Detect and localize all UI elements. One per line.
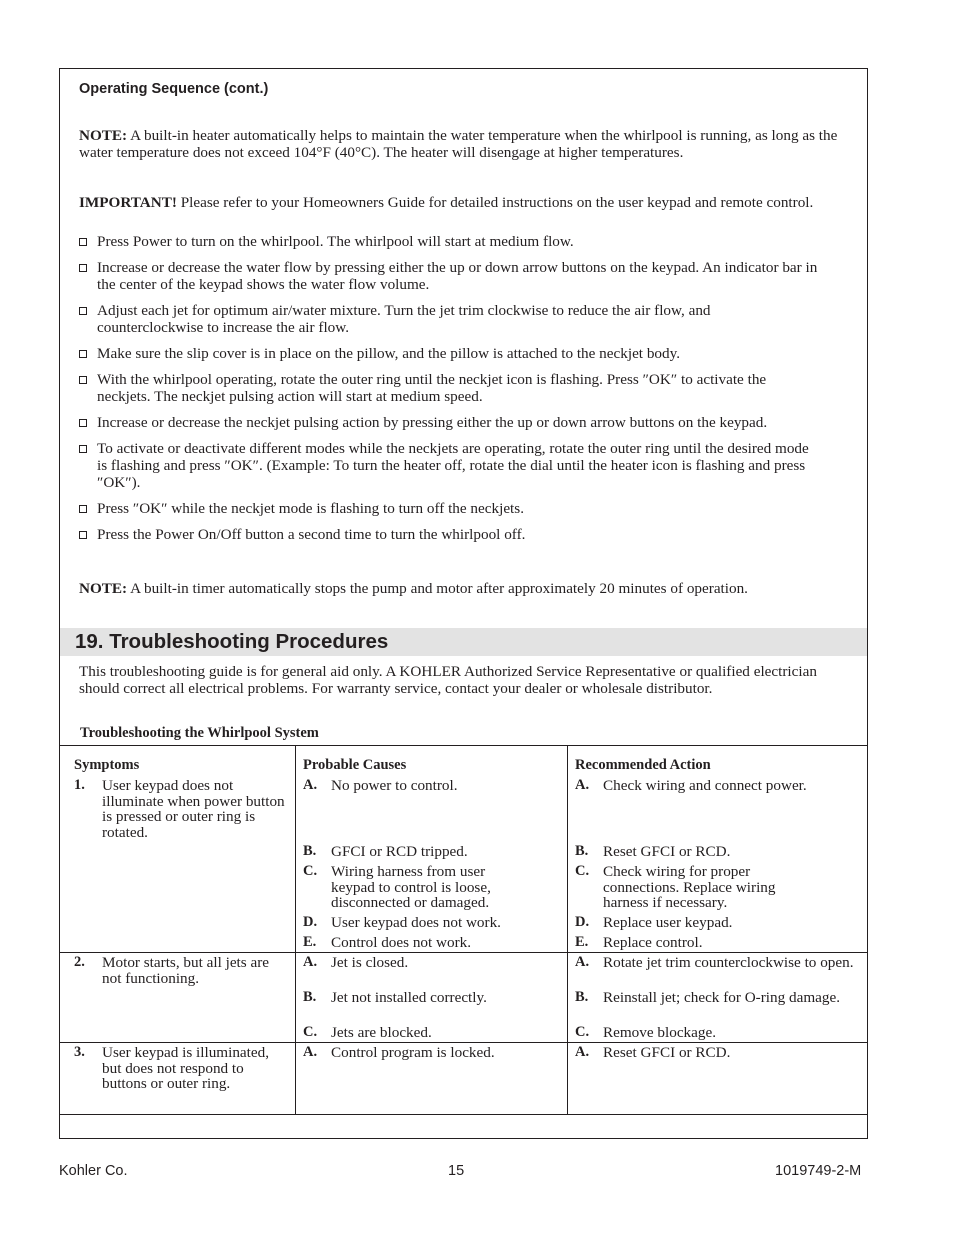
note-label: NOTE: (79, 580, 128, 597)
cause-3a: A. Control program is locked. (303, 1044, 495, 1061)
action-1d: D. Replace user keypad. (575, 914, 733, 931)
header-symptoms: Symptoms (74, 757, 140, 773)
list-item: Press the Power On/Off button a second time to turn the whirlpool off. (79, 526, 819, 543)
action-1a: A. Check wiring and connect power. (575, 777, 807, 794)
action-1e: E. Replace control. (575, 934, 703, 951)
checkbox-square-icon (79, 350, 87, 358)
checkbox-square-icon (79, 445, 87, 453)
footer-company: Kohler Co. (59, 1163, 128, 1179)
important-text: Please refer to your Homeowners Guide for detailed instructions on the user keypad and remote control. (176, 194, 814, 211)
list-item: Increase or decrease the water flow by pressing either the up or down arrow buttons on the keypad. An indicator bar in the center of the keypad shows the water flow volume. (79, 259, 819, 293)
page-frame (59, 68, 868, 1139)
checkbox-square-icon (79, 419, 87, 427)
important-note (79, 194, 839, 211)
section-header (60, 628, 867, 656)
footer-doc-number: 1019749-2-M (775, 1163, 862, 1179)
header-causes: Probable Causes (303, 757, 407, 773)
list-item: To activate or deactivate different modes while the neckjets are operating, rotate the outer ring until the desired mode is flashing and press ″OK″. (Example: To turn the heater off, rotate the dial until the heater icon is flashing and press ″OK″). (79, 440, 819, 491)
note-text: A built-in heater automatically helps to maintain the water temperature when the whirlpool is running, as long as the water temperature does not exceed 104°F (40°C). The heater will disengage at higher temperatures. (79, 127, 838, 161)
cause-1a: A. No power to control. (303, 777, 458, 794)
action-1b: B. Reset GFCI or RCD. (575, 843, 731, 860)
checkbox-square-icon (79, 376, 87, 384)
list-item: Press ″OK″ while the neckjet mode is flashing to turn off the neckjets. (79, 500, 819, 517)
cause-1e: E. Control does not work. (303, 934, 472, 951)
cause-1c: C. Wiring harness from user keypad to control is loose, disconnected or damaged. (303, 863, 491, 912)
cause-2b: B. Jet not installed correctly. (303, 989, 487, 1006)
checkbox-square-icon (79, 264, 87, 272)
checkbox-square-icon (79, 238, 87, 246)
cause-1b: B. GFCI or RCD tripped. (303, 843, 468, 860)
column-divider (567, 746, 568, 1114)
symptom-1: 1. User keypad does not illuminate when power button is pressed or outer ring is rotated. (74, 777, 285, 841)
table-title: Troubleshooting the Whirlpool System (80, 725, 319, 741)
list-item: Increase or decrease the neckjet pulsing action by pressing either the up or down arrow buttons on the keypad. (79, 414, 819, 431)
note-label: NOTE: (79, 127, 128, 144)
cause-2c: C. Jets are blocked. (303, 1024, 432, 1041)
header-actions: Recommended Action (575, 757, 711, 773)
list-item: Make sure the slip cover is in place on the pillow, and the pillow is attached to the neckjet body. (79, 345, 819, 362)
action-2a: A. Rotate jet trim counterclockwise to open. (575, 954, 854, 971)
footer-page-number: 15 (448, 1163, 465, 1179)
steps-list (79, 233, 819, 552)
symptom-2: 2. Motor starts, but all jets are not functioning. (74, 954, 270, 987)
list-item: Press Power to turn on the whirlpool. The whirlpool will start at medium flow. (79, 233, 819, 250)
checkbox-square-icon (79, 531, 87, 539)
row-divider (60, 1042, 867, 1043)
row-divider (60, 952, 867, 953)
action-2b: B. Reinstall jet; check for O-ring damage. (575, 989, 841, 1006)
column-divider (295, 746, 296, 1114)
subhead: Operating Sequence (cont.) (79, 81, 269, 97)
section-intro: This troubleshooting guide is for general aid only. A KOHLER Authorized Service Representative or qualified electrician should correct all electrical problems. For warranty service, contact your dealer or wholesale distributor. (79, 663, 817, 697)
action-3a: A. Reset GFCI or RCD. (575, 1044, 731, 1061)
list-item: Adjust each jet for optimum air/water mixture. Turn the jet trim clockwise to reduce the air flow, and counterclockwise to increase the air flow. (79, 302, 819, 336)
action-1c: C. Check wiring for proper connections. Replace wiring harness if necessary. (575, 863, 776, 912)
troubleshooting-table (60, 745, 867, 1115)
checkbox-square-icon (79, 505, 87, 513)
symptom-3: 3. User keypad is illuminated, but does not respond to buttons or outer ring. (74, 1044, 270, 1093)
note-timer (79, 580, 839, 597)
cause-2a: A. Jet is closed. (303, 954, 409, 971)
list-item: With the whirlpool operating, rotate the outer ring until the neckjet icon is flashing. Press ″OK″ to activate the neckjets. The neckjet pulsing action will start at medium speed. (79, 371, 819, 405)
note-text: A built-in timer automatically stops the pump and motor after approximately 20 minutes of operation. (127, 580, 748, 597)
cause-1d: D. User keypad does not work. (303, 914, 501, 931)
action-2c: C. Remove blockage. (575, 1024, 717, 1041)
important-label: IMPORTANT! (79, 194, 177, 211)
section-title: 19. Troubleshooting Procedures (75, 630, 389, 653)
note-heater (79, 127, 839, 161)
checkbox-square-icon (79, 307, 87, 315)
